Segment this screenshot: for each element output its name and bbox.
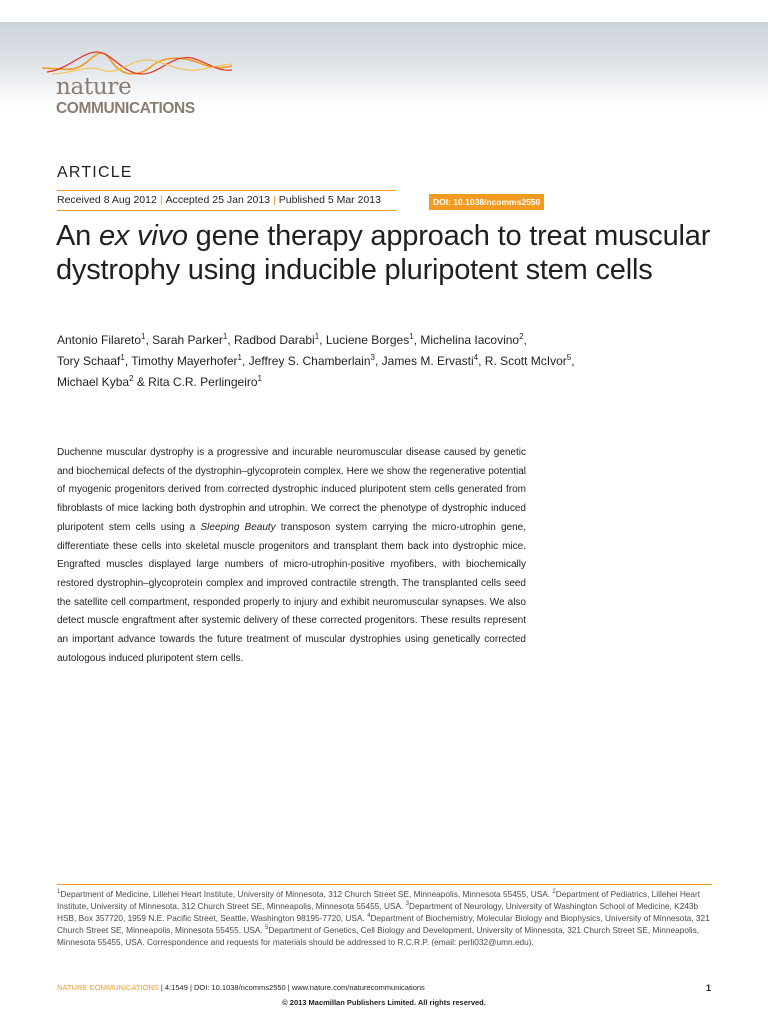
date-separator: | — [273, 194, 276, 206]
author-affiliation: 1 — [314, 332, 320, 341]
author: Michelina Iacovino$^2$, — [420, 332, 527, 347]
author-name: Jeffrey S. Chamberlain — [248, 354, 371, 368]
author-name: Tory Schaaf — [57, 354, 121, 368]
author-name: James M. Ervasti — [381, 354, 474, 368]
published-date: Published 5 Mar 2013 — [278, 194, 381, 206]
journal-logo-communications: COMMUNICATIONS — [56, 100, 195, 117]
footer-citation: | 4:1549 | DOI: 10.1038/ncomms2550 | www.nature.com/naturecommunications — [158, 983, 425, 992]
author: R. Scott McIvor$^5$, — [484, 353, 575, 368]
author-name: Rita C.R. Perlingeiro — [148, 375, 258, 389]
page-number: 1 — [705, 983, 711, 993]
author-affiliation: 3 — [370, 353, 375, 362]
date-separator: | — [159, 194, 163, 206]
affiliation-number: 4 — [367, 913, 371, 920]
journal-header-band — [0, 22, 768, 117]
correspondence-note: Correspondence and requests for materials should be addressed to R.C.R.P. (email: perli032@umn.edu). — [146, 937, 534, 947]
affiliations — [57, 888, 712, 948]
author-name: Michelina Iacovino — [420, 333, 520, 347]
title-part-2: gene therapy approach to treat muscular dystrophy using inducible pluripotent stem cells — [56, 220, 711, 286]
abstract — [57, 444, 526, 668]
author-name: R. Scott McIvor — [484, 354, 567, 368]
affiliation-number: 3 — [405, 901, 409, 908]
author-affiliation: 2 — [519, 332, 524, 341]
author-affiliation: 1 — [237, 353, 242, 362]
author-name: Michael Kyba — [57, 375, 130, 389]
author-affiliation: 1 — [141, 332, 146, 341]
footnote-divider — [57, 884, 712, 885]
author-affiliation: 1 — [257, 374, 262, 383]
abstract-part-1: Duchenne muscular dystrophy is a progressive and incurable neuromuscular disease caused by genetic and biochemical defects of the dystrophin–glycoprotein complex. Here we show the regenerative potential of myogenic progenitors derived from corrected dystrophic induced pluripotent stem cells generated from fibroblasts of mice lacking both dystrophin and utrophin. We correct the phenotype of dystrophic induced pluripotent stem cells using a — [57, 447, 526, 533]
author: Antonio Filareto$^1$, — [57, 332, 153, 347]
received-date: Received 8 Aug 2012 — [57, 194, 157, 206]
affiliation-text: Department of Biochemistry, Molecular Biology and Biophysics, University of Minnesota, 321 Church Street SE, Minneapolis, Minnesota 55455, USA. — [57, 913, 710, 935]
doi-badge[interactable]: DOI: 10.1038/ncomms2550 — [429, 194, 544, 210]
abstract-italic: Sleeping Beauty — [200, 521, 276, 533]
author-affiliation: 1 — [120, 353, 125, 362]
author: Timothy Mayerhofer$^1$, — [131, 353, 249, 368]
author-affiliation: 1 — [409, 332, 414, 341]
page-footer — [57, 982, 712, 994]
affiliation-text: Department of Medicine, Lillehei Heart Institute, University of Minnesota, 312 Church Street SE, Minneapolis, Minnesota 55455, USA. — [60, 889, 551, 899]
footer-journal-name: NATURE COMMUNICATIONS — [57, 983, 159, 992]
article-type-label: ARTICLE — [57, 164, 133, 181]
author: James M. Ervasti$^4$, — [381, 353, 485, 368]
publication-dates — [57, 190, 396, 211]
author: Sarah Parker$^1$, — [152, 332, 234, 347]
author-name: Luciene Borges — [325, 333, 410, 347]
copyright-notice: © 2013 Macmillan Publishers Limited. All rights reserved. — [282, 998, 486, 1007]
article-title — [56, 219, 716, 287]
author: Tory Schaaf$^1$, — [57, 353, 132, 368]
accepted-date: Accepted 25 Jan 2013 — [165, 194, 271, 206]
author-name: Antonio Filareto — [57, 333, 142, 347]
author: Michael Kyba$^2$ & — [57, 374, 149, 389]
author-name: Timothy Mayerhofer — [131, 354, 238, 368]
affiliation-number: 2 — [552, 889, 556, 896]
title-italic: ex vivo — [98, 220, 188, 252]
author: Luciene Borges$^1$, — [325, 332, 421, 347]
author-name: Radbod Darabi — [234, 333, 315, 347]
author-list — [57, 330, 717, 393]
author-name: Sarah Parker — [152, 333, 223, 347]
author-affiliation: 1 — [222, 332, 228, 341]
affiliation-text: Department of Pediatrics, Lillehei Heart Institute, University of Minnesota, 312 Church Street SE, Minneapolis, Minnesota 55455, USA. — [57, 889, 701, 911]
author: Radbod Darabi$^1$, — [234, 332, 326, 347]
abstract-part-2: transposon system carrying the micro-utrophin gene, differentiate these cells into skeletal muscle progenitors and transplant them back into dystrophic mice. Engrafted muscles displayed large numbers of micro-utrophin-positive myofibers, with biochemically restored dystrophin–glycoprotein complex and improved contractile strength. The transplanted cells seed the satellite cell compartment, responded properly to injury and exhibit neuromuscular synapses. We also detect muscle engraftment after systemic delivery of these corrected progenitors. These results represent an important advance towards the future treatment of muscular dystrophies using genetically corrected autologous induced pluripotent stem cells. — [57, 521, 526, 664]
author: Jeffrey S. Chamberlain$^3$, — [248, 353, 382, 368]
author — [148, 375, 262, 389]
author-affiliation: 2 — [129, 374, 134, 383]
affiliation-number: 5 — [265, 925, 269, 932]
title-part-1: An — [56, 220, 99, 252]
affiliation-text: Department of Genetics, Cell Biology and Development, University of Minnesota, 321 Church Street SE, Minneapolis, Minnesota 55455, USA. — [57, 925, 700, 947]
journal-logo-nature: nature — [56, 74, 132, 100]
affiliation-text: Department of Neurology, University of Washington School of Medicine, K243b HSB, Box 357720, 1959 N.E. Pacific Street, Seattle, Washington 98195-7720, USA. — [57, 901, 699, 923]
author-affiliation: 4 — [473, 353, 479, 362]
affiliation-number: 1 — [57, 889, 61, 896]
author-affiliation: 5 — [566, 353, 572, 362]
